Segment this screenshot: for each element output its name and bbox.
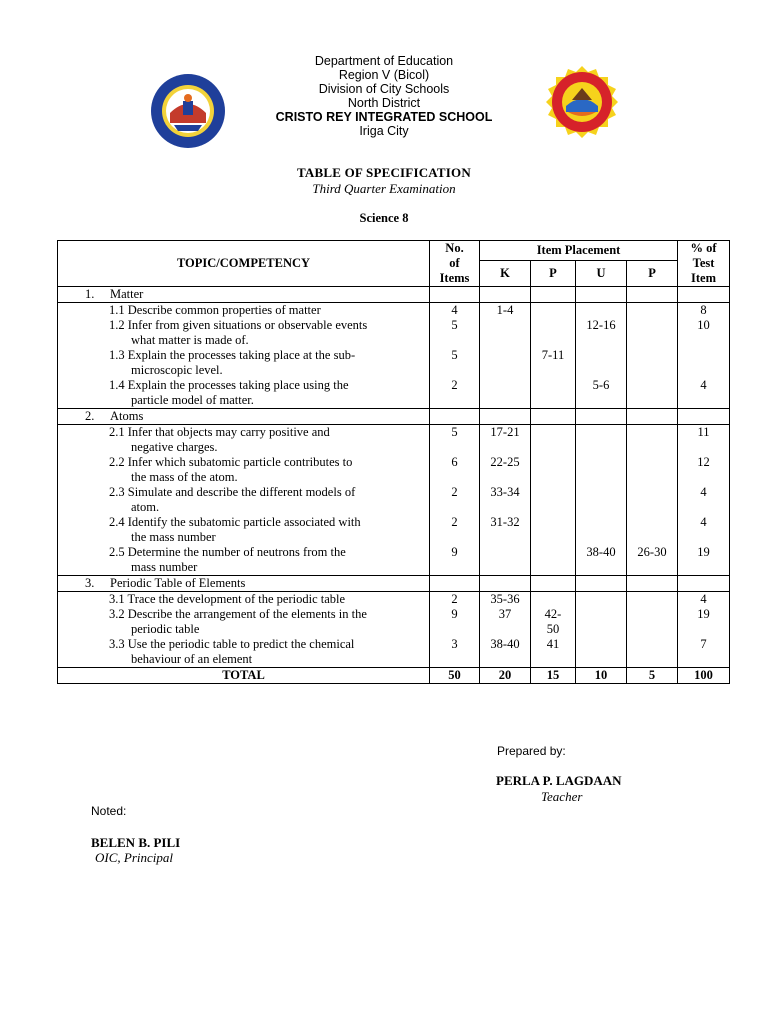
percent: 4	[700, 592, 707, 606]
competency-block	[58, 425, 730, 576]
section-label	[58, 409, 430, 425]
spacer	[531, 560, 575, 575]
competency-text: 3.2 Describe the arrangement of the elements in the	[109, 607, 367, 621]
competency-text-cont: mass number	[131, 560, 198, 574]
u-placement	[576, 592, 626, 607]
k-placement: 33-34	[490, 485, 520, 499]
spacer	[678, 500, 729, 515]
competency-text-cont: behaviour of an element	[131, 652, 253, 666]
spacer	[480, 530, 530, 545]
spacer	[480, 333, 530, 348]
empty-cell	[430, 287, 480, 303]
total-items: 50	[430, 668, 480, 684]
percent: 19	[697, 607, 710, 621]
competency-text-cont: particle model of matter.	[131, 393, 254, 407]
u-placement: 5-6	[592, 378, 610, 392]
percent: 7	[700, 637, 707, 651]
competency-text: 1.2 Infer from given situations or observable events	[109, 318, 368, 332]
spacer	[531, 500, 575, 515]
items-count: 5	[451, 318, 458, 332]
k-placement: 37	[498, 607, 512, 621]
p-placement	[531, 378, 575, 393]
total-percent: 100	[678, 668, 730, 684]
items-count: 2	[451, 378, 458, 392]
district-line: North District	[347, 96, 421, 110]
empty-cell	[480, 287, 531, 303]
competency-text: 2.3 Simulate and describe the different models of	[109, 485, 356, 499]
p-placement-cont: 50	[546, 622, 560, 636]
spacer	[480, 440, 530, 455]
items-count: 9	[451, 545, 458, 559]
p2-placement	[627, 318, 677, 333]
percent: 4	[700, 485, 707, 499]
p-placement	[531, 318, 575, 333]
spacer	[480, 560, 530, 575]
empty-cell	[576, 409, 627, 425]
empty-cell	[627, 409, 678, 425]
total-p: 15	[531, 668, 576, 684]
spacer	[627, 560, 677, 575]
header-u: U	[576, 261, 627, 287]
section-row	[58, 576, 730, 592]
city-line: Iriga City	[359, 124, 409, 138]
percent: 19	[697, 545, 710, 559]
p-placement: 42-	[544, 607, 562, 621]
spacer	[430, 470, 479, 485]
p2-placement	[627, 607, 677, 622]
competency-cell	[58, 592, 430, 668]
spacer	[576, 652, 626, 667]
p-placement	[531, 425, 575, 440]
items-count: 2	[451, 515, 458, 529]
p2-placement	[627, 348, 677, 363]
p-placement	[531, 455, 575, 470]
school-name: CRISTO REY INTEGRATED SCHOOL	[275, 110, 493, 124]
spacer	[480, 500, 530, 515]
competency-text: 2.1 Infer that objects may carry positive and	[109, 425, 330, 439]
spacer	[480, 622, 530, 637]
items-count: 5	[451, 348, 458, 362]
section-row	[58, 287, 730, 303]
competency-text: 2.4 Identify the subatomic particle associated with	[109, 515, 361, 529]
competency-text-cont: the mass number	[131, 530, 216, 544]
total-row	[58, 668, 730, 684]
empty-cell	[430, 409, 480, 425]
empty-cell	[678, 409, 730, 425]
spacer	[531, 363, 575, 378]
total-label: TOTAL	[58, 668, 430, 684]
p-placement	[531, 485, 575, 500]
header-p2: P	[627, 261, 678, 287]
spacer	[576, 363, 626, 378]
k-placement: 35-36	[490, 592, 520, 606]
agency-header	[0, 54, 768, 138]
section-number: 1.	[85, 287, 95, 301]
spacer	[627, 440, 677, 455]
spacer	[678, 560, 729, 575]
percent: 12	[697, 455, 710, 469]
spacer	[627, 500, 677, 515]
spacer	[430, 500, 479, 515]
percent: 11	[697, 425, 710, 439]
u-placement	[576, 455, 626, 470]
k-placement-cell	[480, 425, 531, 576]
header-pct-line1: % of	[690, 241, 717, 255]
p2-placement	[627, 303, 677, 318]
spacer	[627, 363, 677, 378]
competency-text: 2.5 Determine the number of neutrons from the	[109, 545, 346, 559]
spacer	[576, 393, 626, 408]
k-placement-cell	[480, 303, 531, 409]
u-placement-cell	[576, 303, 627, 409]
empty-cell	[480, 576, 531, 592]
competency-text: 2.2 Infer which subatomic particle contributes to	[109, 455, 353, 469]
header-no-line3: Items	[439, 271, 470, 285]
header-k: K	[480, 261, 531, 287]
spacer	[531, 333, 575, 348]
section-title: Atoms	[110, 409, 144, 423]
total-k: 20	[480, 668, 531, 684]
preparer-name: PERLA P. LAGDAAN	[496, 773, 622, 788]
items-count: 4	[451, 303, 458, 317]
spacer	[531, 393, 575, 408]
department-line: Department of Education	[314, 54, 454, 68]
empty-cell	[576, 287, 627, 303]
section-row	[58, 409, 730, 425]
section-number: 2.	[85, 409, 95, 423]
p-placement: 41	[546, 637, 560, 651]
noter-role: OIC, Principal	[95, 850, 173, 865]
p-placement-cell	[531, 592, 576, 668]
competency-text-cont: periodic table	[131, 622, 200, 636]
empty-cell	[576, 576, 627, 592]
competency-text: 1.4 Explain the processes taking place using the	[109, 378, 349, 392]
empty-cell	[627, 576, 678, 592]
section-title: Periodic Table of Elements	[110, 576, 246, 590]
spacer	[430, 440, 479, 455]
u-placement	[576, 607, 626, 622]
items-count-cell	[430, 303, 480, 409]
document-title: TABLE OF SPECIFICATION	[297, 165, 471, 180]
spacer	[627, 652, 677, 667]
items-count: 9	[451, 607, 458, 621]
competency-text-cont: atom.	[131, 500, 160, 514]
preparer-role: Teacher	[541, 789, 583, 804]
empty-cell	[531, 409, 576, 425]
competency-text-cont: what matter is made of.	[131, 333, 249, 347]
specification-table	[57, 240, 730, 684]
p2-placement-cell	[627, 303, 678, 409]
competency-text-cont: negative charges.	[131, 440, 218, 454]
percent	[678, 348, 729, 363]
competency-block	[58, 303, 730, 409]
percent: 10	[697, 318, 710, 332]
competency-cell	[58, 303, 430, 409]
spacer	[576, 333, 626, 348]
p-placement: 7-11	[541, 348, 565, 362]
p2-placement	[627, 425, 677, 440]
spacer	[430, 530, 479, 545]
p2-placement: 26-30	[637, 545, 667, 559]
percent: 4	[700, 378, 707, 392]
k-placement-cell	[480, 592, 531, 668]
header-p: P	[531, 261, 576, 287]
items-count: 3	[451, 637, 458, 651]
p-placement	[531, 303, 575, 318]
competency-text: 3.1 Trace the development of the periodic table	[109, 592, 346, 606]
empty-cell	[678, 287, 730, 303]
items-count: 2	[451, 485, 458, 499]
noted-label: Noted:	[91, 804, 127, 818]
p2-placement	[627, 378, 677, 393]
spacer	[430, 622, 479, 637]
region-line: Region V (Bicol)	[338, 68, 430, 82]
u-placement-cell	[576, 425, 627, 576]
spacer	[430, 363, 479, 378]
items-count-cell	[430, 592, 480, 668]
competency-block	[58, 592, 730, 668]
u-placement	[576, 303, 626, 318]
empty-cell	[430, 576, 480, 592]
items-count: 6	[451, 455, 458, 469]
k-placement: 22-25	[490, 455, 520, 469]
k-placement: 17-21	[490, 425, 520, 439]
header-pct-line3: Item	[691, 271, 717, 285]
spacer	[531, 652, 575, 667]
spacer	[480, 363, 530, 378]
u-placement	[576, 515, 626, 530]
u-placement-cell	[576, 592, 627, 668]
u-placement	[576, 425, 626, 440]
spacer	[531, 440, 575, 455]
p-placement-cell	[531, 303, 576, 409]
spacer	[678, 333, 729, 348]
k-placement	[480, 348, 530, 363]
spacer	[678, 530, 729, 545]
spacer	[430, 560, 479, 575]
p-placement	[531, 592, 575, 607]
p2-placement	[627, 485, 677, 500]
competency-text: 3.3 Use the periodic table to predict the chemical	[109, 637, 355, 651]
spacer	[430, 652, 479, 667]
spacer	[678, 363, 729, 378]
p2-placement-cell	[627, 592, 678, 668]
percent-cell	[678, 592, 730, 668]
p2-placement-cell	[627, 425, 678, 576]
spacer	[576, 500, 626, 515]
k-placement	[480, 545, 530, 560]
spacer	[627, 622, 677, 637]
competency-cell	[58, 425, 430, 576]
k-placement: 38-40	[490, 637, 520, 651]
p-placement	[531, 545, 575, 560]
u-placement	[576, 637, 626, 652]
empty-cell	[531, 287, 576, 303]
total-p2: 5	[627, 668, 678, 684]
spacer	[576, 470, 626, 485]
spacer	[531, 470, 575, 485]
p-placement-cell	[531, 425, 576, 576]
section-label	[58, 287, 430, 303]
percent: 8	[700, 303, 707, 317]
p2-placement	[627, 515, 677, 530]
total-u: 10	[576, 668, 627, 684]
spacer	[430, 333, 479, 348]
spacer	[627, 470, 677, 485]
spacer	[627, 333, 677, 348]
section-number: 3.	[85, 576, 95, 590]
spacer	[678, 622, 729, 637]
p2-placement	[627, 637, 677, 652]
section-title: Matter	[110, 287, 144, 301]
spacer	[678, 440, 729, 455]
subject-label: Science 8	[359, 211, 409, 225]
spacer	[480, 393, 530, 408]
spacer	[678, 470, 729, 485]
division-line: Division of City Schools	[318, 82, 450, 96]
percent-cell	[678, 425, 730, 576]
p2-placement	[627, 455, 677, 470]
noter-name: BELEN B. PILI	[91, 835, 181, 850]
competency-text-cont: the mass of the atom.	[131, 470, 238, 484]
u-placement: 12-16	[586, 318, 616, 332]
spacer	[430, 393, 479, 408]
k-placement: 31-32	[490, 515, 520, 529]
competency-text-cont: microscopic level.	[131, 363, 223, 377]
items-count: 2	[451, 592, 458, 606]
header-no-line2: of	[449, 256, 460, 270]
items-count: 5	[451, 425, 458, 439]
u-placement: 38-40	[586, 545, 616, 559]
spacer	[576, 622, 626, 637]
p2-placement	[627, 592, 677, 607]
header-pct-line2: Test	[692, 256, 715, 270]
header-item-placement: Item Placement	[480, 241, 678, 261]
k-placement	[480, 378, 530, 393]
spacer	[480, 470, 530, 485]
document-subtitle: Third Quarter Examination	[312, 181, 456, 196]
section-label	[58, 576, 430, 592]
spacer	[678, 393, 729, 408]
header-no-line1: No.	[445, 241, 464, 255]
header-no-items	[430, 241, 480, 287]
empty-cell	[480, 409, 531, 425]
empty-cell	[531, 576, 576, 592]
percent-cell	[678, 303, 730, 409]
header-topic: TOPIC/COMPETENCY	[58, 241, 430, 287]
k-placement: 1-4	[496, 303, 514, 317]
spacer	[576, 440, 626, 455]
u-placement	[576, 485, 626, 500]
empty-cell	[678, 576, 730, 592]
k-placement	[480, 318, 530, 333]
prepared-by-label: Prepared by:	[497, 744, 566, 758]
percent: 4	[700, 515, 707, 529]
spacer	[627, 393, 677, 408]
items-count-cell	[430, 425, 480, 576]
u-placement	[576, 348, 626, 363]
header-percent	[678, 241, 730, 287]
spacer	[678, 652, 729, 667]
competency-text: 1.3 Explain the processes taking place at the sub-	[109, 348, 356, 362]
spacer	[576, 530, 626, 545]
spacer	[627, 530, 677, 545]
empty-cell	[627, 287, 678, 303]
spacer	[531, 530, 575, 545]
competency-text: 1.1 Describe common properties of matter	[109, 303, 321, 317]
p-placement	[531, 515, 575, 530]
spacer	[480, 652, 530, 667]
spacer	[576, 560, 626, 575]
